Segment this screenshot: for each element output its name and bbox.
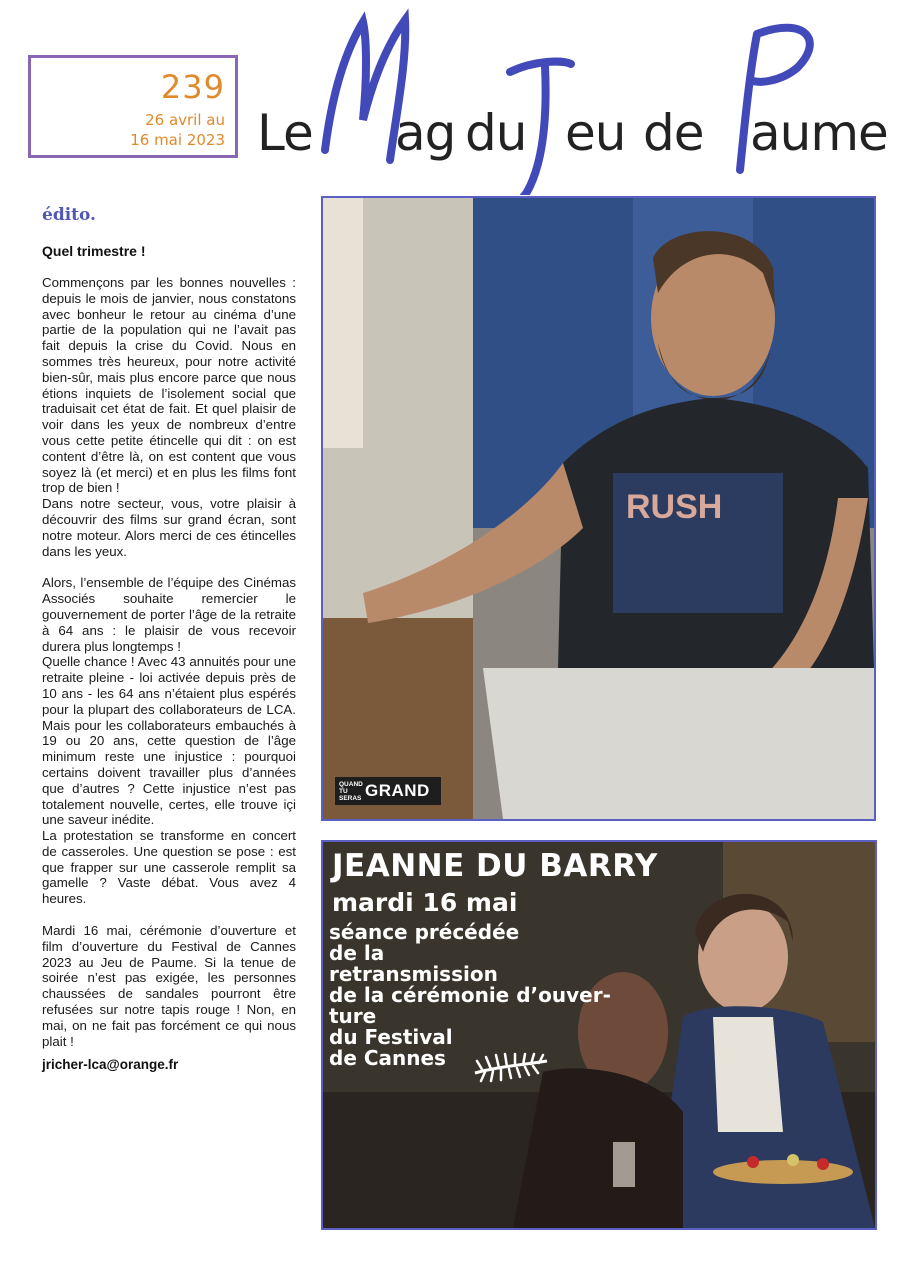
issue-number: 239 — [160, 68, 225, 106]
film-photo-quand-tu-seras-grand — [321, 196, 876, 821]
masthead — [245, 0, 895, 195]
shirt-print-text: RUSH — [626, 488, 723, 526]
film-photo-jeanne-du-barry — [321, 840, 877, 1230]
masthead-de: de — [643, 104, 704, 162]
film-info-line: du Festival — [329, 1025, 453, 1049]
issue-dates — [130, 110, 225, 150]
issue-dates-line1: 26 avril au — [145, 111, 225, 129]
edito-paragraph: Mardi 16 mai, cérémonie d’ouverture et film d’ouverture du Festival de Cannes 2023 au Jeu de Paume. Si la tenue de soirée n’est pas exigée, les personnes chaussées de sandales pourront être refusées sur notre tapis rouge ! Non, en mai, on ne fait pas forcément ce qui nous plait ! — [42, 923, 296, 1049]
issue-box — [28, 55, 238, 158]
edito-paragraph: Quelle chance ! Avec 43 annuités pour une retraite pleine - loi activée depuis près de 10 ans - les 64 ans n’étaient plus espérés pour la plupart des collaborateurs de LCA. Mais pour les collaborateurs embauchés à 19 ou 20 ans, cette question de l’âge minimum reste une injustice : pourquoi certains doivent travailler plus d’années que d’autres ? Cette injustice n’est pas totalement nouvelle, certes, elle trouve içi une saveur inédite. — [42, 654, 296, 828]
film-logo-big: GRAND — [365, 781, 430, 800]
edito-paragraph: Dans notre secteur, vous, votre plaisir à découvrir des films sur grand écran, sont notre moteur. Alors merci de ces étincelles dans les yeux. — [42, 496, 296, 559]
film-info-line: ture — [329, 1004, 377, 1028]
edito-paragraph: La protestation se transforme en concert de casseroles. Une question se pose : est que frapper sur une casserole remplit sa gamelle ? Vaste débat. Vous avez 4 heures. — [42, 828, 296, 907]
edito-label: édito. — [42, 205, 96, 225]
edito-paragraph: Alors, l’ensemble de l’équipe des Cinémas Associés souhaite remercier le gouvernement de porter l’âge de la retraite à 64 ans : le plaisir de vous recevoir durera plus longtemps ! — [42, 575, 296, 654]
masthead-eu: eu — [565, 104, 626, 162]
script-m-stroke — [325, 20, 405, 160]
film-title: JEANNE DU BARRY — [332, 848, 658, 884]
edito-signature-email[interactable]: jricher-lca@orange.fr — [42, 1057, 179, 1073]
masthead-aume: aume — [750, 104, 888, 162]
film-info-line: de Cannes — [329, 1046, 446, 1070]
edito-column — [42, 198, 296, 1072]
film-still-illustration — [323, 198, 874, 819]
masthead-du: du — [465, 104, 527, 162]
palme-d-or-icon — [471, 1047, 551, 1083]
edito-paragraph: Commençons par les bonnes nouvelles : depuis le mois de janvier, nous constatons avec bonheur le retour au cinéma d’une partie de la population qui ne l’avait pas fait depuis la crise du Covid. Nous en sommes très heureux, pour notre activité bien-sûr, mais plus encore parce que nous étions inquiets de l’isolement social que traduisait cet état de fait. Et quel plaisir de voir dans les yeux de nombreux d’entre vous cette petite étincelle qui dit : on est content d’être là, on est content que vous soyez là (et merci) et en plus les films font trop de bien ! — [42, 275, 296, 496]
edito-title: Quel trimestre ! — [42, 243, 146, 259]
film-info-line: retransmission — [329, 962, 498, 986]
film-info-line: de la — [329, 941, 385, 965]
film-logo-small: QUAND TU SERAS — [339, 780, 363, 802]
masthead-script-letters — [245, 0, 895, 195]
masthead-le: Le — [257, 104, 313, 162]
film-info-line: séance précédée — [329, 920, 520, 944]
masthead-ag: ag — [395, 104, 456, 162]
film-screening-date: mardi 16 mai — [332, 888, 518, 917]
issue-dates-line2: 16 mai 2023 — [130, 131, 225, 149]
film-info-line: de la cérémonie d’ouver- — [329, 983, 611, 1007]
film-logo — [335, 777, 441, 805]
